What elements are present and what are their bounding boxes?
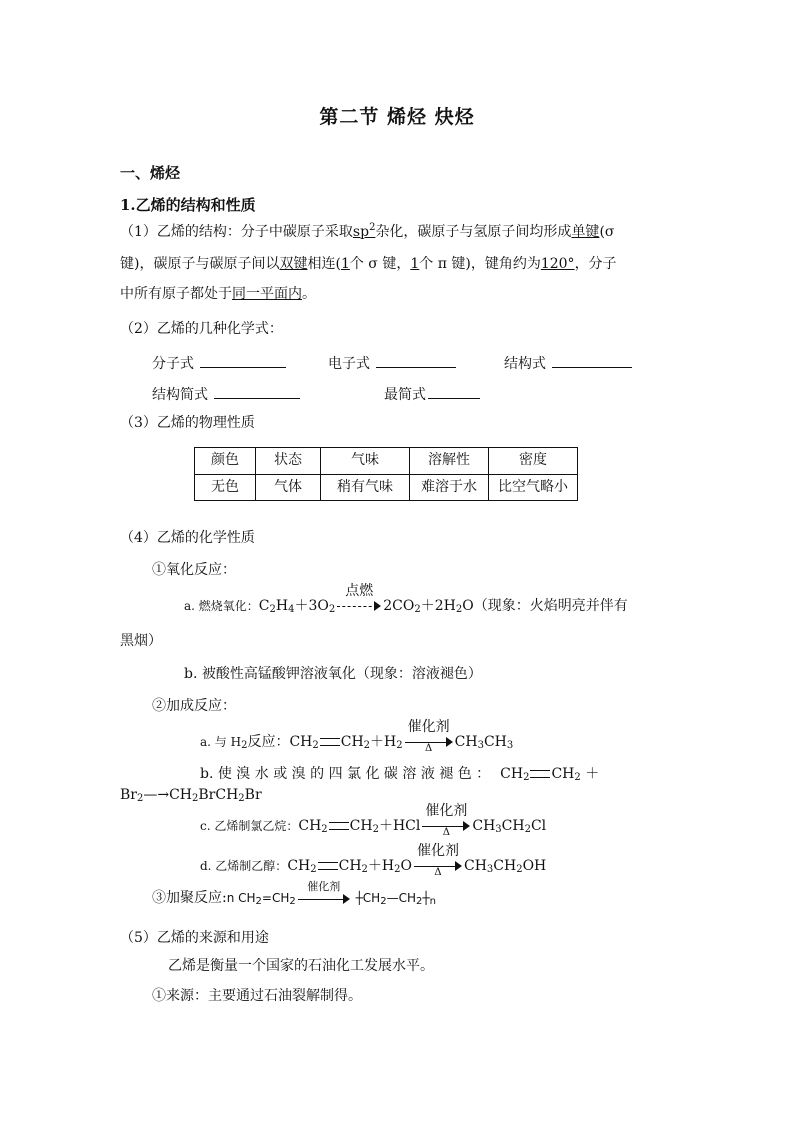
- double-bond: [318, 862, 338, 870]
- label: 结构简式: [152, 387, 208, 403]
- hcl-addition-equation: c. 乙烯制氯乙烷：$CH_2$ $CH_2+HCl$ 催化剂 Δ $CH_3CH_2Cl$: [200, 803, 547, 838]
- text: 中所有原子都处于: [120, 286, 232, 302]
- table-cell: 比空气略小: [489, 474, 578, 501]
- text: 键)，碳原子与碳原子间以: [120, 256, 280, 272]
- table-header-cell: 气味: [321, 448, 410, 475]
- subsection-heading: 1.乙烯的结构和性质: [120, 196, 256, 214]
- reaction-arrow: [298, 879, 350, 906]
- text: 相连(: [307, 256, 341, 272]
- text: 个 σ 键，: [349, 256, 411, 272]
- water-addition-equation: d. 乙烯制乙醇：$CH_2$ $CH_2+H_2O$ 催化剂 Δ $CH_3CH_2OH$: [200, 843, 547, 878]
- polymerization-equation: [152, 879, 436, 907]
- h2-addition-equation: a. 与 $H_2$反应：$CH_2$ $CH_2+H_2$ 催化剂 Δ $CH_3CH_3$: [200, 719, 514, 754]
- table-header-cell: 状态: [256, 448, 321, 475]
- label: 结构式: [504, 356, 546, 372]
- condition-text: 催化剂: [425, 803, 468, 819]
- combustion-observation-cont: 黑烟）: [120, 633, 162, 649]
- label: 反应：: [247, 734, 290, 750]
- double-bond: [329, 822, 349, 830]
- single-bond-answer: 单键: [571, 224, 600, 240]
- formulas-heading: （2）乙烯的几种化学式：: [120, 321, 283, 337]
- text: 杂化，碳原子与氢原子间均形成: [375, 224, 572, 240]
- label: ③加聚反应:: [152, 890, 227, 906]
- bromine-addition-product: $Br_2—\to CH_2BrCH_2Br$: [120, 787, 262, 804]
- structure-line-3: [120, 286, 316, 303]
- blank-line: [552, 353, 632, 368]
- observation-text: （现象：火焰明亮并伴有: [473, 598, 628, 614]
- reaction-arrow: [414, 843, 462, 878]
- empirical-formula-field: [384, 384, 480, 404]
- label: d. 乙烯制乙醇：: [200, 859, 288, 873]
- structural-formula-field: [504, 353, 632, 373]
- page-title: 第二节 烯烃 炔烃: [319, 106, 475, 128]
- condition-text: 催化剂: [307, 879, 341, 893]
- molecular-formula-field: [152, 353, 286, 373]
- pi-count: 1: [410, 256, 420, 272]
- label: a. 燃烧氧化：: [184, 599, 259, 613]
- chemical-heading: （4）乙烯的化学性质: [120, 530, 255, 546]
- double-bond: [530, 770, 550, 778]
- n-label: n: [226, 891, 235, 905]
- addition-heading: ②加成反应：: [152, 698, 236, 714]
- text: 个 π 键)，键角约为: [419, 256, 541, 272]
- electronic-formula-field: [328, 353, 456, 373]
- table-header-row: [195, 448, 578, 475]
- label: c. 乙烯制氯乙烷：: [200, 819, 299, 833]
- double-bond-answer: 双键: [279, 256, 308, 272]
- heat-symbol: Δ: [434, 867, 442, 878]
- kmno4-oxidation: b. 被酸性高锰酸钾溶液氧化（现象：溶液褪色）: [184, 666, 482, 682]
- oxidation-heading: ①氧化反应：: [152, 562, 236, 578]
- blank-line: [376, 353, 456, 368]
- condition-text: 催化剂: [416, 843, 459, 859]
- label: 分子式: [152, 356, 194, 372]
- label: 最简式: [384, 387, 426, 403]
- structure-line-2: [120, 256, 617, 273]
- heat-symbol: Δ: [425, 743, 433, 754]
- text: ，分子: [574, 256, 617, 272]
- source-origin: ①来源：主要通过石油裂解制得。: [152, 988, 362, 1004]
- table-header-cell: 颜色: [195, 448, 256, 475]
- table-cell: 稍有气味: [321, 474, 410, 501]
- sigma-count: 1: [340, 256, 350, 272]
- combustion-equation: a. 燃烧氧化：$C_2H_4+3O_2$ 点燃 $2CO_2+2H_2O$（现象：火焰明亮并伴有: [184, 583, 628, 615]
- reaction-arrow: [405, 719, 453, 754]
- condition-text: 催化剂: [407, 719, 450, 735]
- label: b. 使 溴 水 或 溴 的 四 氯 化 碳 溶 液 褪 色 ：: [200, 766, 491, 782]
- table-cell: 气体: [256, 474, 321, 501]
- structure-line-1: [120, 224, 614, 241]
- heat-symbol: Δ: [442, 827, 450, 838]
- hybridization: $sp^2$: [352, 222, 376, 240]
- text: （1）乙烯的结构：分子中碳原子采取: [120, 224, 353, 240]
- table-cell: 无色: [195, 474, 256, 501]
- simplified-formula-field: [152, 384, 300, 404]
- physical-heading: （3）乙烯的物理性质: [120, 415, 255, 431]
- bond-angle: 120°: [540, 256, 575, 272]
- text: 。: [302, 286, 316, 302]
- plane-answer: 同一平面内: [232, 286, 302, 302]
- double-bond: [320, 738, 340, 746]
- label: a. 与 H: [200, 735, 242, 749]
- condition-text: 点燃: [345, 583, 374, 599]
- label: 电子式: [328, 356, 370, 372]
- bromine-addition-line: b. 使 溴 水 或 溴 的 四 氯 化 碳 溶 液 褪 色 ： $CH_2$ $CH_2$ ＋: [200, 766, 600, 783]
- text: (σ: [599, 224, 615, 240]
- table-header-cell: 密度: [489, 448, 578, 475]
- blank-line: [200, 353, 286, 368]
- reaction-arrow: [422, 803, 470, 838]
- blank-line: [428, 384, 480, 399]
- table-row: [195, 474, 578, 501]
- reaction-arrow: [337, 583, 381, 613]
- table-cell: 难溶于水: [410, 474, 489, 501]
- blank-line: [214, 384, 300, 399]
- source-importance: 乙烯是衡量一个国家的石油化工发展水平。: [168, 958, 434, 974]
- section-heading: 一、烯烃: [120, 164, 181, 182]
- polymer-reaction: n $CH_2=CH_2$ 催化剂 $┼CH_2—CH_2┼_n$: [226, 879, 436, 907]
- physical-properties-table: [194, 447, 578, 501]
- source-heading: （5）乙烯的来源和用途: [120, 930, 269, 946]
- table-header-cell: 溶解性: [410, 448, 489, 475]
